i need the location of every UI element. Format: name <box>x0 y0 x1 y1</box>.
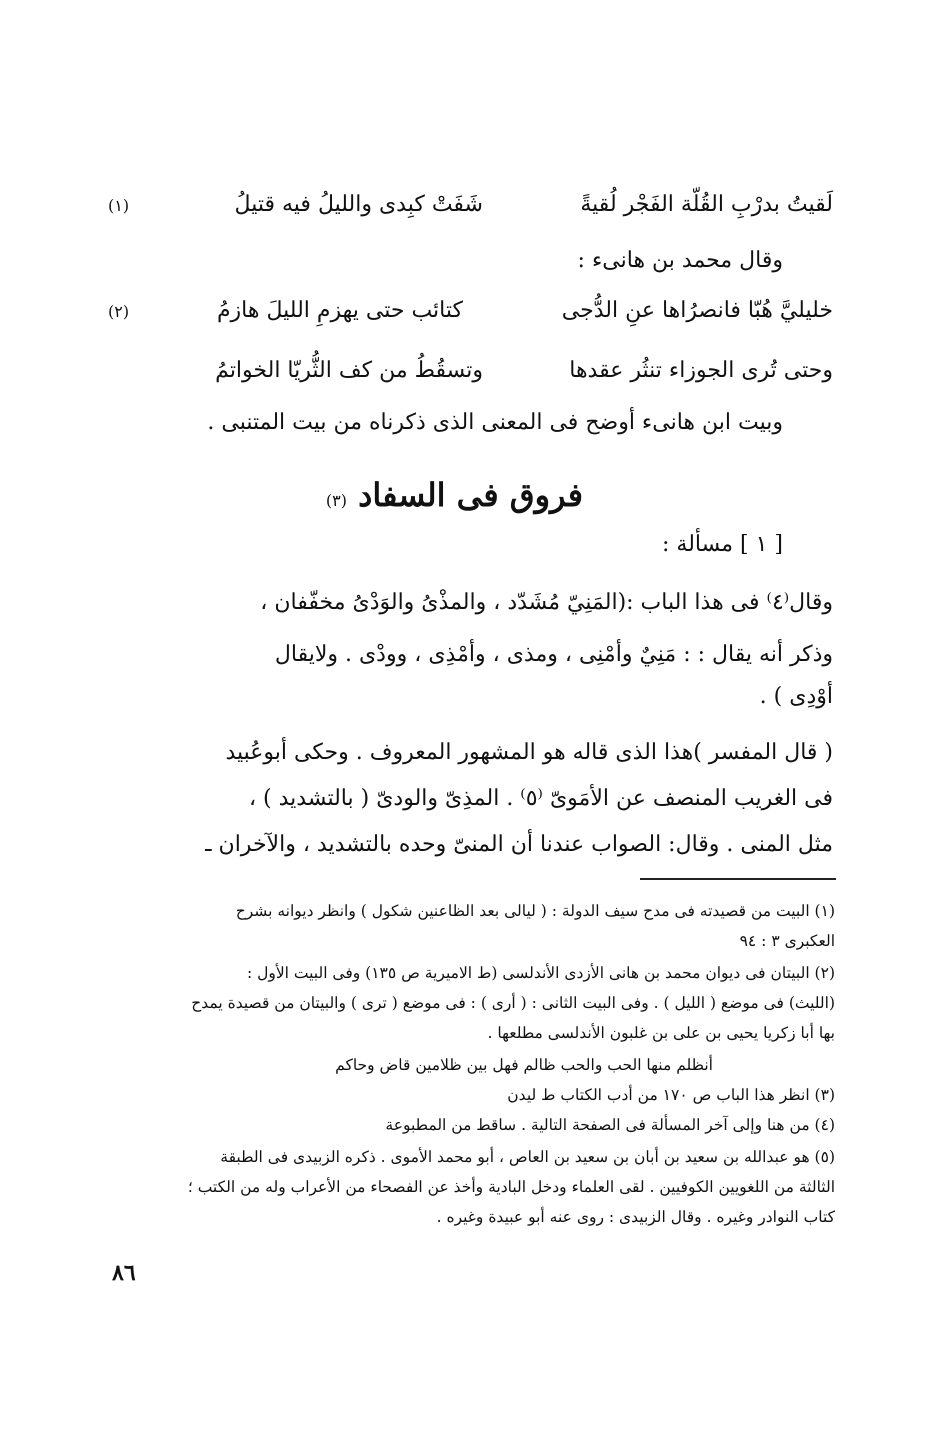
poem2-line2-first: وحتى تُرى الجوزاء تنثُر عقدها <box>569 358 833 383</box>
footnote-ref-3: (٣) <box>325 491 347 510</box>
footnote-verse: أنظلم منها الحب والحب ظالم فهل بين ظلامين قاض وحاكم <box>335 1056 713 1074</box>
section-heading-title: فروق فى السفاد <box>358 476 583 514</box>
poem1-second-hemistich: شَفَتْ كبِدى والليلُ فيه قتيلُ <box>234 192 483 217</box>
footnote-line: (٤) من هنا وإلى آخر المسألة فى الصفحة التالية . ساقط من المطبوعة <box>385 1116 835 1134</box>
section-heading <box>326 476 583 514</box>
footnote-line: العكبرى ٣ : ٩٤ <box>739 932 835 950</box>
footnote-separator <box>640 878 836 880</box>
poem2-line2-second: وتسقُطُ من كف الثُّريّا الخواتمُ <box>215 358 483 383</box>
footnote-line: (٢) البيتان فى ديوان محمد بن هانى الأزدى الأندلسى (ط الاميرية ص ١٣٥) وفى البيت الأول : <box>246 964 835 982</box>
poem2-line1-first: خليليَّ هُبّا فانصرُاها عنِ الدُّجى <box>561 298 833 323</box>
para1-line: أوْدِى ) . <box>759 684 833 709</box>
question-label: [ ١ ] مسألة : <box>662 532 783 557</box>
poem1-first-hemistich: لَقيتُ بدرْبِ القُلّة الفَجْر لُقيةً <box>580 192 833 217</box>
para1-line: وذكر أنه يقال : : مَنِيٌ وأمْنِى ، ومذى ، وأمْذِى ، وودْى . ولايقال <box>274 642 833 667</box>
footnote-line: (٥) هو عبدالله بن سعيد بن أبان بن سعيد بن العاص ، أبو محمد الأموى . ذكره الزبيدى فى الطبقة <box>220 1148 835 1166</box>
poem2-line1-second: كتائب حتى يهزمِ الليلَ هازمُ <box>216 298 463 323</box>
para2-line: ( قال المفسر )هذا الذى قاله هو المشهور المعروف . وحكى أبوعُبيد <box>225 740 833 765</box>
footnote-line: بها أبا زكريا يحيى بن على بن غلبون الأندلسى مطلعها . <box>487 1024 835 1042</box>
footnote-line: (٣) انظر هذا الباب ص ١٧٠ من أدب الكتاب ط ليدن <box>507 1086 835 1104</box>
footnote-line: كتاب النوادر وغيره . وقال الزبيدى : روى عنه أبو عبيدة وغيره . <box>436 1208 835 1226</box>
comment-line: وبيت ابن هانىء أوضح فى المعنى الذى ذكرناه من بيت المتنبى . <box>207 410 783 435</box>
para1-line: وقال⁽٤⁾ فى هذا الباب :(المَنِيّ مُشَدّد ، والمذْىُ والوَدْىُ مخفّفان ، <box>260 590 833 615</box>
poem2-intro: وقال محمد بن هانىء : <box>577 248 783 273</box>
para2-line: مثل المنى . وقال: الصواب عندنا أن المنىّ وحده بالتشديد ، والآخران ـ <box>205 832 833 857</box>
footnote-line: (١) البيت من قصيدته فى مدح سيف الدولة : ( ليالى بعد الظاعنين شكول ) وانظر ديوانه بشرح <box>235 902 835 920</box>
para2-line: فى الغريب المنصف عن الأمَوىّ ⁽٥⁾ . المذِىّ والودىّ ( بالتشديد ) ، <box>248 786 833 811</box>
page-number: ٨٦ <box>112 1260 136 1286</box>
footnote-ref-2: (٢) <box>108 302 130 321</box>
footnote-ref-1: (١) <box>108 196 130 215</box>
footnote-line: (الليث) فى موضع ( الليل ) . وفى البيت الثانى : ( أرى ) : فى موضع ( ترى ) والبيتان من قصيدة يمدح <box>191 994 835 1012</box>
footnote-line: الثالثة من اللغويين الكوفيين . لقى العلماء ودخل البادية وأخذ عن الفصحاء من الأعراب وله من الكتب ؛ <box>187 1178 835 1196</box>
